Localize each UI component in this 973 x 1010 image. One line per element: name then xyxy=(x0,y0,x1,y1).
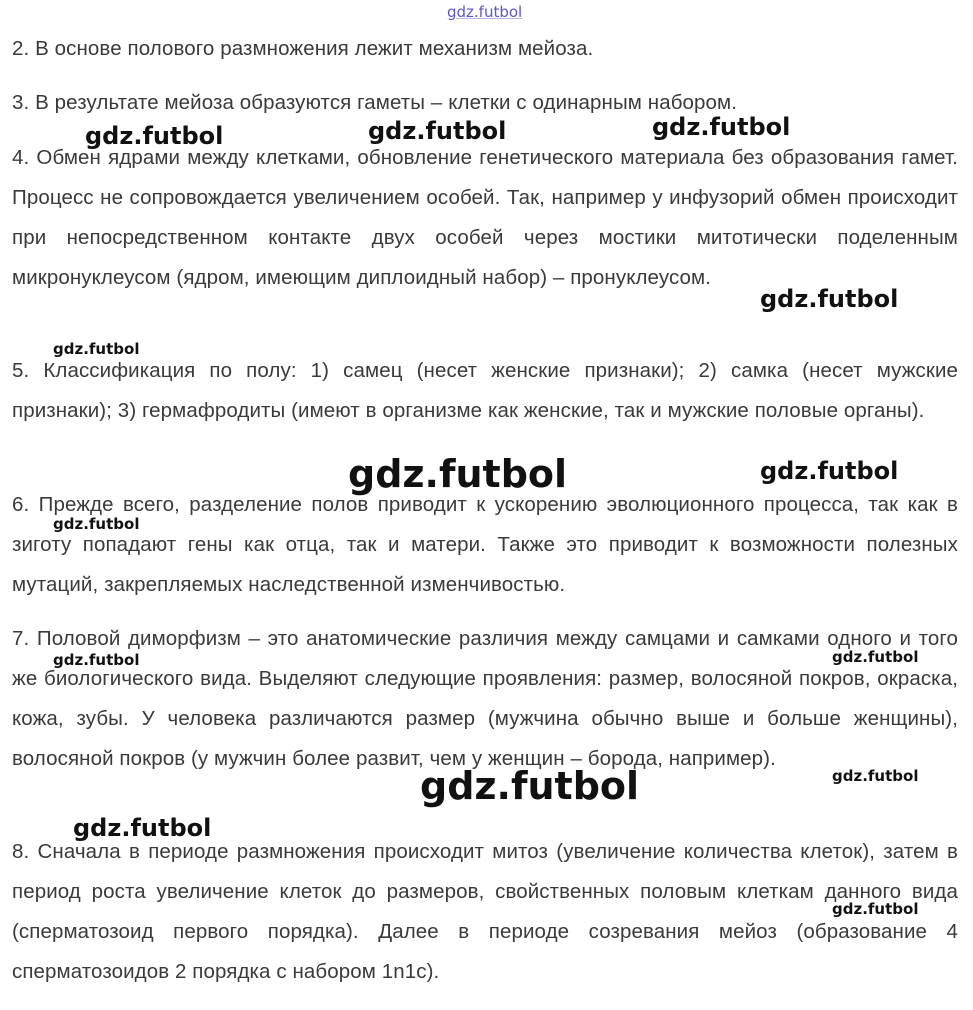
watermark: gdz.futbol xyxy=(832,767,919,785)
paragraph-3: 3. В результате мейоза образуются гаметы – клетки с одинарным набором. xyxy=(12,91,738,114)
watermark: gdz.futbol xyxy=(832,648,919,666)
watermark-header-link[interactable]: gdz.futbol xyxy=(447,3,523,21)
watermark: gdz.futbol xyxy=(420,764,640,808)
watermark: gdz.futbol xyxy=(652,113,791,141)
paragraph-7: 7. Половой диморфизм – это анатомические различия между самцами и самками одного и того же биологического вида. Выделяют следующие проявления: размер, волосяной покров, окраска, кожа, зубы. У человека различаются размер (мужчина обычно выше и больше женщины), волосяной покров (у мужчин более развит, чем у женщин – борода, например). xyxy=(12,627,958,770)
watermark: gdz.futbol xyxy=(348,452,568,496)
watermark: gdz.futbol xyxy=(53,651,140,669)
paragraph-6: 6. Прежде всего, разделение полов приводит к ускорению эволюционного процесса, так как в зиготу попадают гены как отца, так и матери. Также это приводит к возможности полезных мутаций, закрепляемых наследственной изменчивостью. xyxy=(12,493,958,596)
watermark: gdz.futbol xyxy=(760,285,899,313)
watermark: gdz.futbol xyxy=(53,515,140,533)
watermark: gdz.futbol xyxy=(73,814,212,842)
watermark: gdz.futbol xyxy=(85,122,224,150)
watermark: gdz.futbol xyxy=(760,457,899,485)
watermark: gdz.futbol xyxy=(53,340,140,358)
paragraph-5: 5. Классификация по полу: 1) самец (несет женские признаки); 2) самка (несет мужские признаки); 3) гермафродиты (имеют в организме как женские, так и мужские половые органы). xyxy=(12,359,958,422)
watermark: gdz.futbol xyxy=(368,117,507,145)
paragraph-8: 8. Сначала в периоде размножения происходит митоз (увеличение количества клеток), затем в период роста увеличение клеток до размеров, свойственных половым клеткам данного вида (сперматозоид первого порядка). Далее в периоде созревания мейоз (образование 4 сперматозоидов 2 порядка с набором 1n1c). xyxy=(12,840,958,983)
paragraph-4: 4. Обмен ядрами между клетками, обновление генетического материала без образования гамет. Процесс не сопровождается увеличением особей. Так, например у инфузорий обмен происходит при непосредственном контакте двух особей через мостики митотически поделенным микронуклеусом (ядром, имеющим диплоидный набор) – пронуклеусом. xyxy=(12,146,958,289)
paragraph-2: 2. В основе полового размножения лежит механизм мейоза. xyxy=(12,37,594,60)
watermark: gdz.futbol xyxy=(832,900,919,918)
